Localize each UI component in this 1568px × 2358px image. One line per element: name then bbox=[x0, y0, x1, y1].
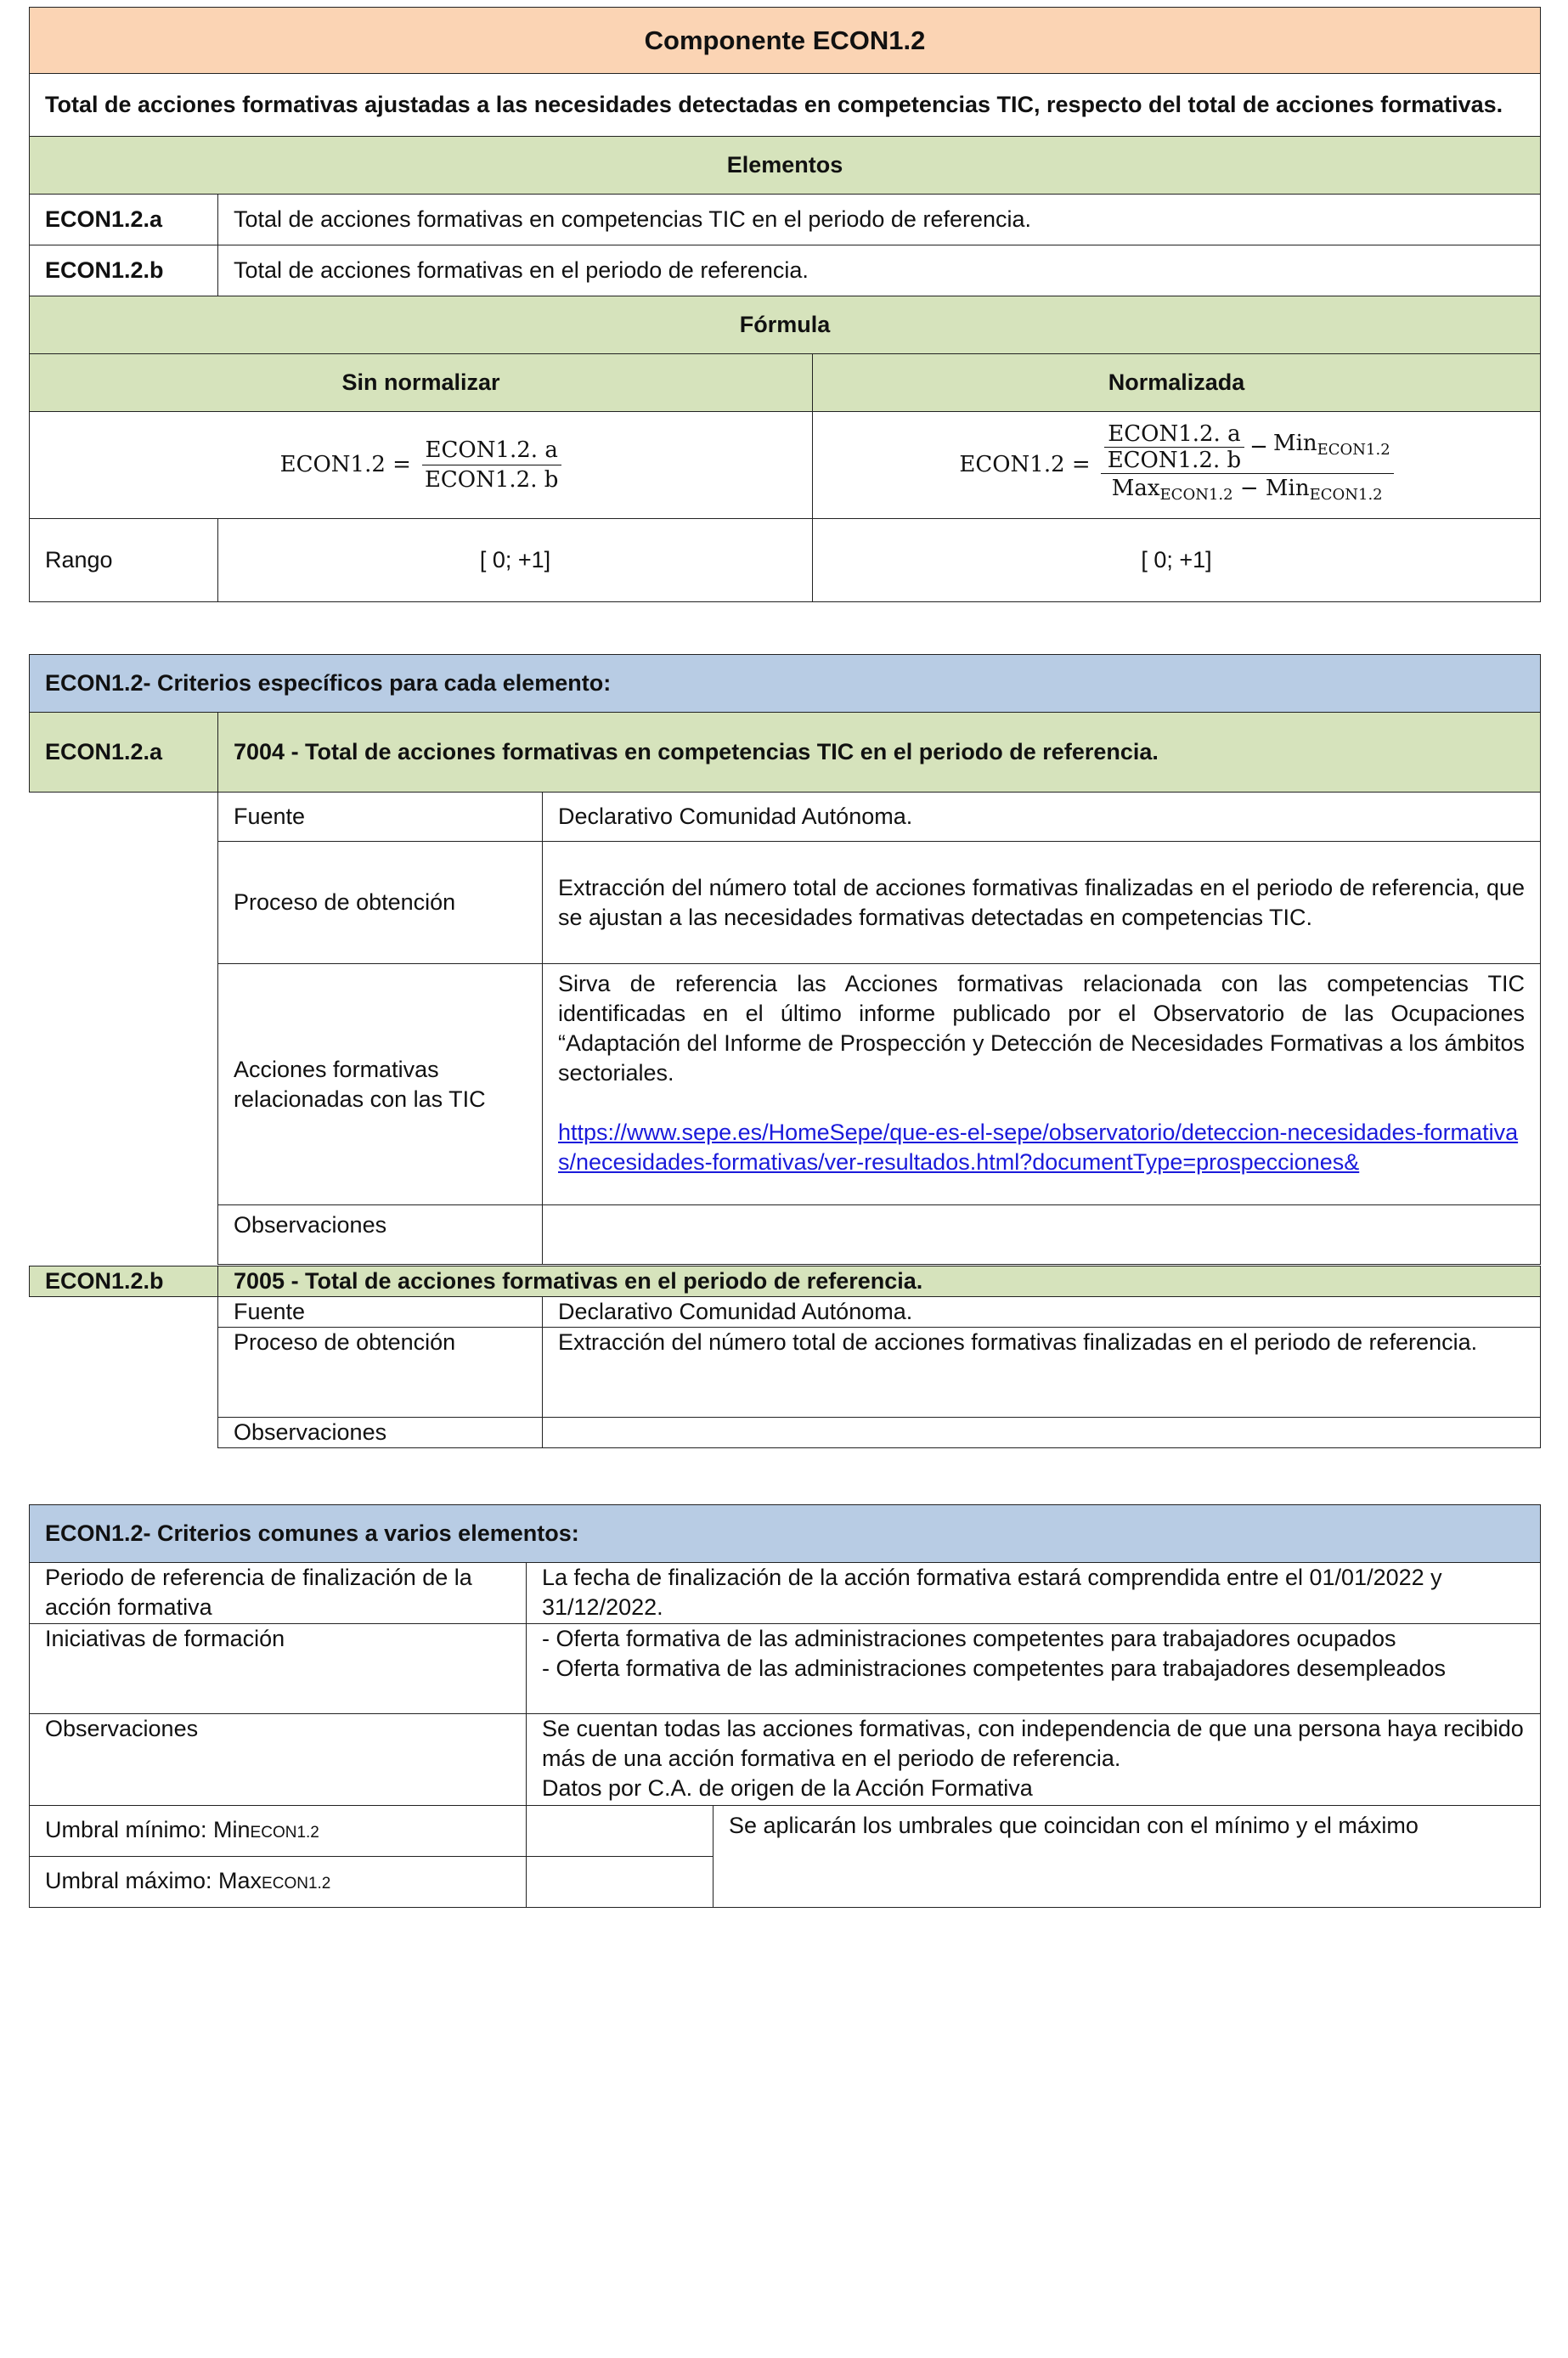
fuente-b-label: Fuente bbox=[218, 1297, 543, 1328]
normalizada-header: Normalizada bbox=[813, 354, 1541, 412]
umbral-maximo-value bbox=[527, 1857, 713, 1908]
sin-normalizar-header: Sin normalizar bbox=[30, 354, 813, 412]
fuente-a-label: Fuente bbox=[218, 793, 543, 842]
component-description: Total de acciones formativas ajustadas a las necesidades detectadas en competencias TIC, respecto del total de acciones formativas. bbox=[30, 74, 1541, 137]
formula-denominator: ECON1.2. b bbox=[424, 467, 559, 493]
formula-lhs: ECON1.2 = bbox=[279, 452, 411, 477]
iniciativas-item-desempleados: - Oferta formativa de las administraciones competentes para trabajadores desempleados bbox=[542, 1656, 1447, 1681]
acciones-tic-label: Acciones formativas relacionadas con las TIC bbox=[218, 964, 543, 1205]
element-b-code: ECON1.2.b bbox=[30, 1266, 218, 1297]
formula-normalizada: ECON1.2 = $\frac{\text{ECON1.2. a}}{\text{ECON1.2. b}}$ − Min$_{ECON1.2}$ Max$_{ECON1.2}$ − Min$_{ECON1.2}$ bbox=[813, 412, 1541, 519]
observaciones-a-value bbox=[543, 1205, 1541, 1265]
acciones-tic-text: Sirva de referencia las Acciones formativas relacionada con las competencias TIC identificadas en el último informe publicado por el Observatorio de las Ocupaciones “Adaptación del Informe de Prospección y Detección de Necesidades Formativas a los ámbitos sectoriales. bbox=[558, 971, 1526, 1086]
umbral-minimo-value bbox=[527, 1806, 713, 1857]
formula-header: Fórmula bbox=[30, 296, 1541, 354]
formula-numerator: ECON1.2. a bbox=[422, 436, 561, 465]
formula-norm-inner-den: ECON1.2. b bbox=[1107, 447, 1242, 473]
specific-criteria-table bbox=[29, 654, 1541, 1448]
observaciones-common-text: Se cuentan todas las acciones formativas, con independencia de que una persona haya recibido más de una acción formativa en el periodo de referencia. bbox=[542, 1716, 1524, 1771]
element-code-b: ECON1.2.b bbox=[30, 245, 218, 296]
common-criteria-table bbox=[29, 1504, 1541, 1908]
specific-criteria-header: ECON1.2- Criterios específicos para cada elemento: bbox=[30, 655, 1541, 713]
proceso-b-label: Proceso de obtención bbox=[218, 1328, 543, 1418]
iniciativas-value bbox=[527, 1624, 1541, 1714]
observaciones-b-value bbox=[543, 1418, 1541, 1448]
formula-norm-inner-num: ECON1.2. a bbox=[1104, 421, 1244, 448]
formula-norm-max: Max bbox=[1111, 475, 1160, 501]
observaciones-common-label: Observaciones bbox=[30, 1714, 527, 1806]
periodo-label: Periodo de referencia de finalización de la acción formativa bbox=[30, 1563, 527, 1624]
rango-label: Rango bbox=[30, 519, 218, 602]
common-criteria-header: ECON1.2- Criterios comunes a varios elementos: bbox=[30, 1505, 1541, 1563]
umbral-minimo-label: Umbral mínimo: MinECON1.2 bbox=[30, 1806, 527, 1857]
formula-norm-min: Min bbox=[1272, 431, 1317, 456]
element-a-title: 7004 - Total de acciones formativas en competencias TIC en el periodo de referencia. bbox=[218, 713, 1541, 793]
fuente-b-value: Declarativo Comunidad Autónoma. bbox=[543, 1297, 1541, 1328]
element-a-code: ECON1.2.a bbox=[30, 713, 218, 793]
observaciones-common-value bbox=[527, 1714, 1541, 1806]
formula-sin-normalizar bbox=[30, 412, 813, 519]
component-table bbox=[29, 7, 1541, 602]
proceso-a-label: Proceso de obtención bbox=[218, 842, 543, 964]
proceso-b-value: Extracción del número total de acciones formativas finalizadas en el periodo de referencia. bbox=[543, 1328, 1541, 1418]
sepe-link[interactable]: https://www.sepe.es/HomeSepe/que-es-el-sepe/observatorio/deteccion-necesidades-formativas/necesidades-formativas/ver-resultados.html?documentType=prospecciones& bbox=[558, 1120, 1519, 1175]
umbral-maximo-label: Umbral máximo: MaxECON1.2 bbox=[30, 1857, 527, 1908]
iniciativas-label: Iniciativas de formación bbox=[30, 1624, 527, 1714]
iniciativas-item-ocupados: - Oferta formativa de las administraciones competentes para trabajadores ocupados bbox=[542, 1626, 1396, 1651]
fuente-a-value: Declarativo Comunidad Autónoma. bbox=[543, 793, 1541, 842]
element-text-a: Total de acciones formativas en competencias TIC en el periodo de referencia. bbox=[218, 195, 1541, 245]
periodo-value: La fecha de finalización de la acción formativa estará comprendida entre el 01/01/2022 y 31/12/2022. bbox=[527, 1563, 1541, 1624]
formula-norm-lhs: ECON1.2 = bbox=[959, 452, 1091, 477]
proceso-a-value: Extracción del número total de acciones formativas finalizadas en el periodo de referencia, que se ajustan a las necesidades formativas detectadas en competencias TIC. bbox=[543, 842, 1541, 964]
component-title: Componente ECON1.2 bbox=[30, 8, 1541, 74]
rango-normalizada: [ 0; +1] bbox=[813, 519, 1541, 602]
observaciones-common-datos: Datos por C.A. de origen de la Acción Formativa bbox=[542, 1775, 1033, 1801]
umbral-note: Se aplicarán los umbrales que coincidan con el mínimo y el máximo bbox=[713, 1806, 1541, 1908]
element-b-title: 7005 - Total de acciones formativas en el periodo de referencia. bbox=[218, 1266, 1541, 1297]
acciones-tic-value bbox=[543, 964, 1541, 1205]
rango-sin-normalizar: [ 0; +1] bbox=[218, 519, 813, 602]
element-text-b: Total de acciones formativas en el periodo de referencia. bbox=[218, 245, 1541, 296]
observaciones-a-label: Observaciones bbox=[218, 1205, 543, 1265]
observaciones-b-label: Observaciones bbox=[218, 1418, 543, 1448]
elements-header: Elementos bbox=[30, 137, 1541, 195]
element-code-a: ECON1.2.a bbox=[30, 195, 218, 245]
